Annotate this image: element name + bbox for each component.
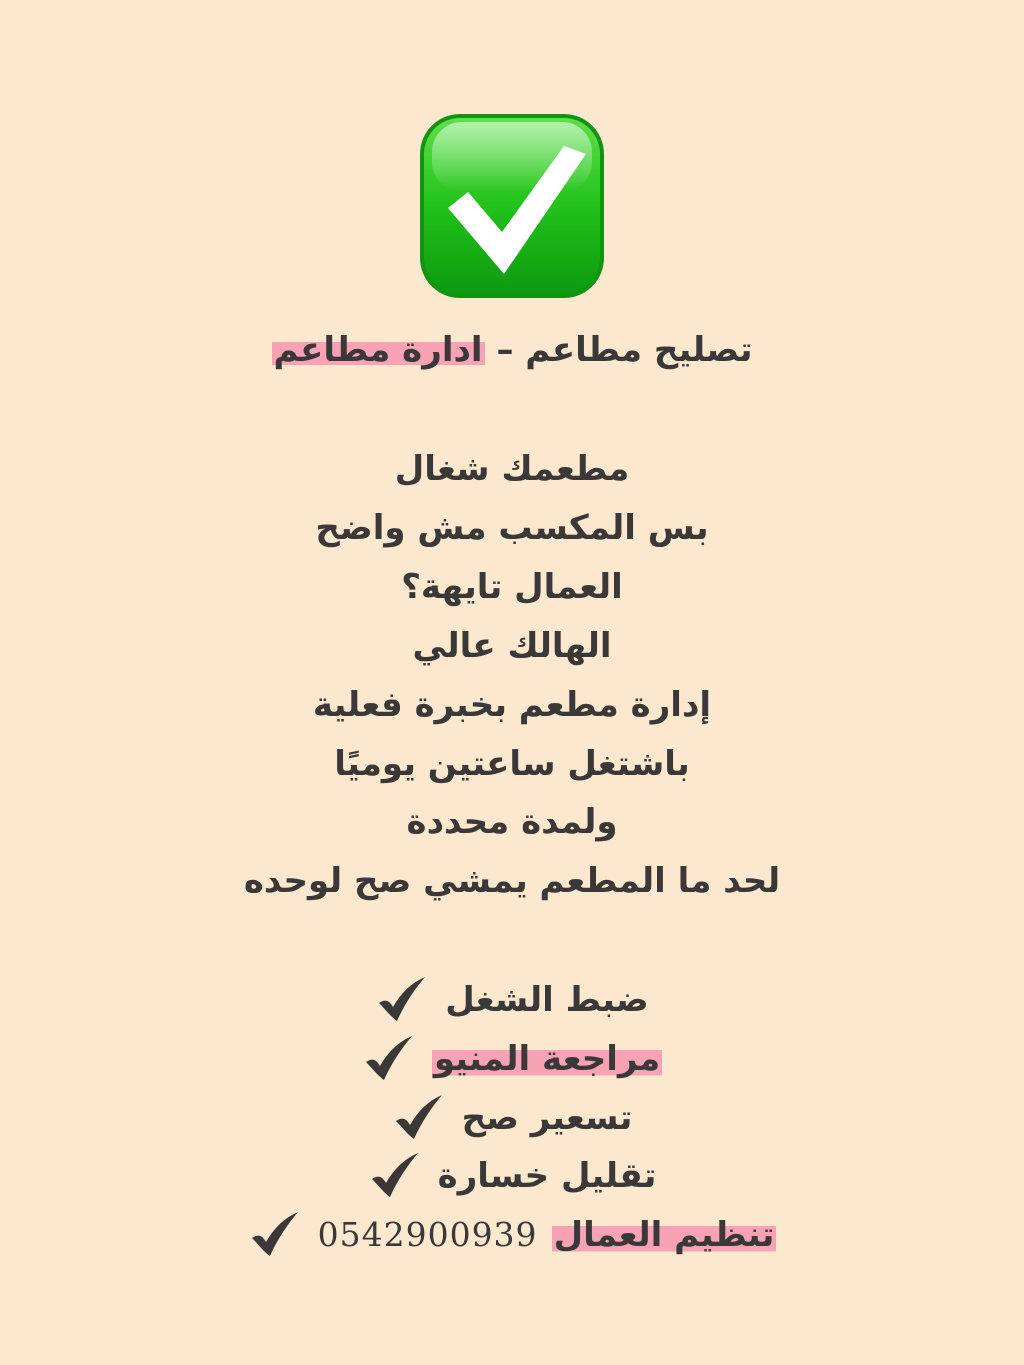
intro-line: بس المكسب مش واضح [315, 508, 709, 548]
check-mark-icon [362, 1034, 418, 1084]
checklist-label: ضبط الشغل [445, 980, 649, 1020]
intro-line: العمال تايهة؟ [401, 567, 623, 607]
checklist-item [0, 975, 1024, 1025]
checklist-label: تنظيم العمال [553, 1215, 775, 1255]
check-mark-icon [375, 975, 431, 1025]
intro-line: لحد ما المطعم يمشي صح لوحده [243, 861, 781, 901]
checklist-label: تقليل خسارة [437, 1156, 657, 1196]
intro-line: ولمدة محددة [406, 802, 618, 842]
checklist-item [0, 1034, 1024, 1084]
checklist-label: تسعير صح [461, 1098, 633, 1138]
intro-line: الهالك عالي [412, 626, 612, 666]
title-highlight: ادارة مطاعم [273, 330, 483, 370]
intro-line: إدارة مطعم بخبرة فعلية [312, 685, 712, 725]
title-main: تصليح مطاعم – [496, 330, 753, 370]
checklist-item [0, 1151, 1024, 1201]
check-mark-icon [392, 1093, 448, 1143]
check-mark-button-icon [418, 112, 606, 300]
check-mark-icon [368, 1151, 424, 1201]
check-mark-icon [248, 1210, 304, 1260]
intro-line: باشتغل ساعتين يوميًا [334, 744, 690, 784]
checklist-label: مراجعة المنيو [433, 1039, 661, 1079]
page-title [0, 328, 1024, 372]
phone-number: 0542900939 [317, 1215, 538, 1254]
intro-line: مطعمك شغال [394, 449, 630, 489]
checklist-item [0, 1210, 1024, 1260]
checklist-item [0, 1093, 1024, 1143]
